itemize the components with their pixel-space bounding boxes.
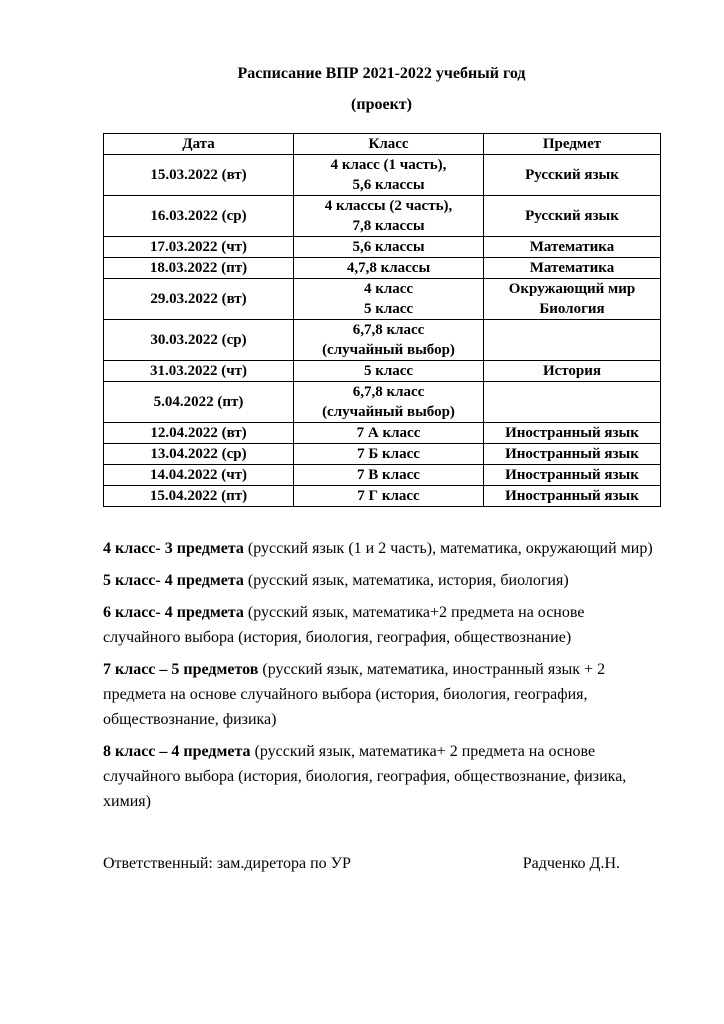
cell-class: 7 В класс <box>294 465 484 486</box>
table-row <box>104 237 661 258</box>
note-lead: 6 класс- 4 предмета <box>103 604 244 621</box>
cell-date: 29.03.2022 (вт) <box>104 279 294 320</box>
cell-date: 14.04.2022 (чт) <box>104 465 294 486</box>
note-paragraph <box>103 739 660 814</box>
cell-date: 31.03.2022 (чт) <box>104 361 294 382</box>
cell-subject: Окружающий мир Биология <box>484 279 661 320</box>
footer <box>103 854 660 874</box>
notes-section <box>103 536 660 814</box>
table-row <box>104 465 661 486</box>
cell-class: 6,7,8 класс (случайный выбор) <box>294 320 484 361</box>
responsible-name: Радченко Д.Н. <box>522 855 620 872</box>
note-rest: (русский язык, математика+ 2 предмета на основе случайного выбора (история, биология, география, обществознание, физика, химия) <box>103 743 627 810</box>
cell-date: 17.03.2022 (чт) <box>104 237 294 258</box>
note-rest: (русский язык, математика, иностранный язык + 2 предмета на основе случайного выбора (история, биология, география, обществознание, физика) <box>103 661 606 728</box>
cell-date: 30.03.2022 (ср) <box>104 320 294 361</box>
responsible-label: Ответственный: зам.диретора по УР <box>103 855 351 872</box>
note-paragraph <box>103 657 660 732</box>
table-row <box>104 258 661 279</box>
cell-class: 7 А класс <box>294 423 484 444</box>
column-header-subject: Предмет <box>484 134 661 155</box>
cell-class: 7 Б класс <box>294 444 484 465</box>
cell-class: 4 класс 5 класс <box>294 279 484 320</box>
table-row <box>104 382 661 423</box>
cell-date: 18.03.2022 (пт) <box>104 258 294 279</box>
note-lead: 5 класс- 4 предмета <box>103 572 244 589</box>
note-paragraph <box>103 536 660 561</box>
cell-date: 15.04.2022 (пт) <box>104 486 294 507</box>
note-rest: (русский язык, математика+2 предмета на основе случайного выбора (история, биология, география, обществознание) <box>103 604 585 646</box>
note-rest: (русский язык, математика, история, биология) <box>243 572 569 589</box>
cell-subject: Математика <box>484 237 661 258</box>
column-header-class: Класс <box>294 134 484 155</box>
note-lead: 8 класс – 4 предмета <box>103 743 251 760</box>
cell-subject <box>484 320 661 361</box>
table-row <box>104 196 661 237</box>
schedule-table <box>103 133 661 507</box>
cell-date: 12.04.2022 (вт) <box>104 423 294 444</box>
note-lead: 7 класс – 5 предметов <box>103 661 259 678</box>
table-row <box>104 320 661 361</box>
cell-class: 7 Г класс <box>294 486 484 507</box>
cell-class: 4 класс (1 часть), 5,6 классы <box>294 155 484 196</box>
cell-subject: Иностранный язык <box>484 465 661 486</box>
document-content <box>103 0 660 874</box>
cell-class: 4 классы (2 часть), 7,8 классы <box>294 196 484 237</box>
cell-date: 13.04.2022 (ср) <box>104 444 294 465</box>
cell-date: 15.03.2022 (вт) <box>104 155 294 196</box>
cell-date: 5.04.2022 (пт) <box>104 382 294 423</box>
cell-subject: Математика <box>484 258 661 279</box>
cell-subject: Русский язык <box>484 155 661 196</box>
note-rest: (русский язык (1 и 2 часть), математика, окружающий мир) <box>243 540 653 557</box>
table-row <box>104 279 661 320</box>
cell-class: 6,7,8 класс (случайный выбор) <box>294 382 484 423</box>
cell-class: 5 класс <box>294 361 484 382</box>
table-header-row <box>104 134 661 155</box>
table-row <box>104 155 661 196</box>
page-title: Расписание ВПР 2021-2022 учебный год <box>237 65 526 82</box>
cell-subject: История <box>484 361 661 382</box>
cell-subject: Русский язык <box>484 196 661 237</box>
table-row <box>104 486 661 507</box>
cell-class: 5,6 классы <box>294 237 484 258</box>
cell-subject: Иностранный язык <box>484 423 661 444</box>
cell-subject: Иностранный язык <box>484 486 661 507</box>
note-paragraph <box>103 600 660 650</box>
cell-subject: Иностранный язык <box>484 444 661 465</box>
column-header-date: Дата <box>104 134 294 155</box>
table-row <box>104 361 661 382</box>
page-subtitle: (проект) <box>351 96 412 113</box>
cell-subject <box>484 382 661 423</box>
table-row <box>104 423 661 444</box>
note-lead: 4 класс- 3 предмета <box>103 540 244 557</box>
cell-date: 16.03.2022 (ср) <box>104 196 294 237</box>
table-row <box>104 444 661 465</box>
note-paragraph <box>103 568 660 593</box>
cell-class: 4,7,8 классы <box>294 258 484 279</box>
